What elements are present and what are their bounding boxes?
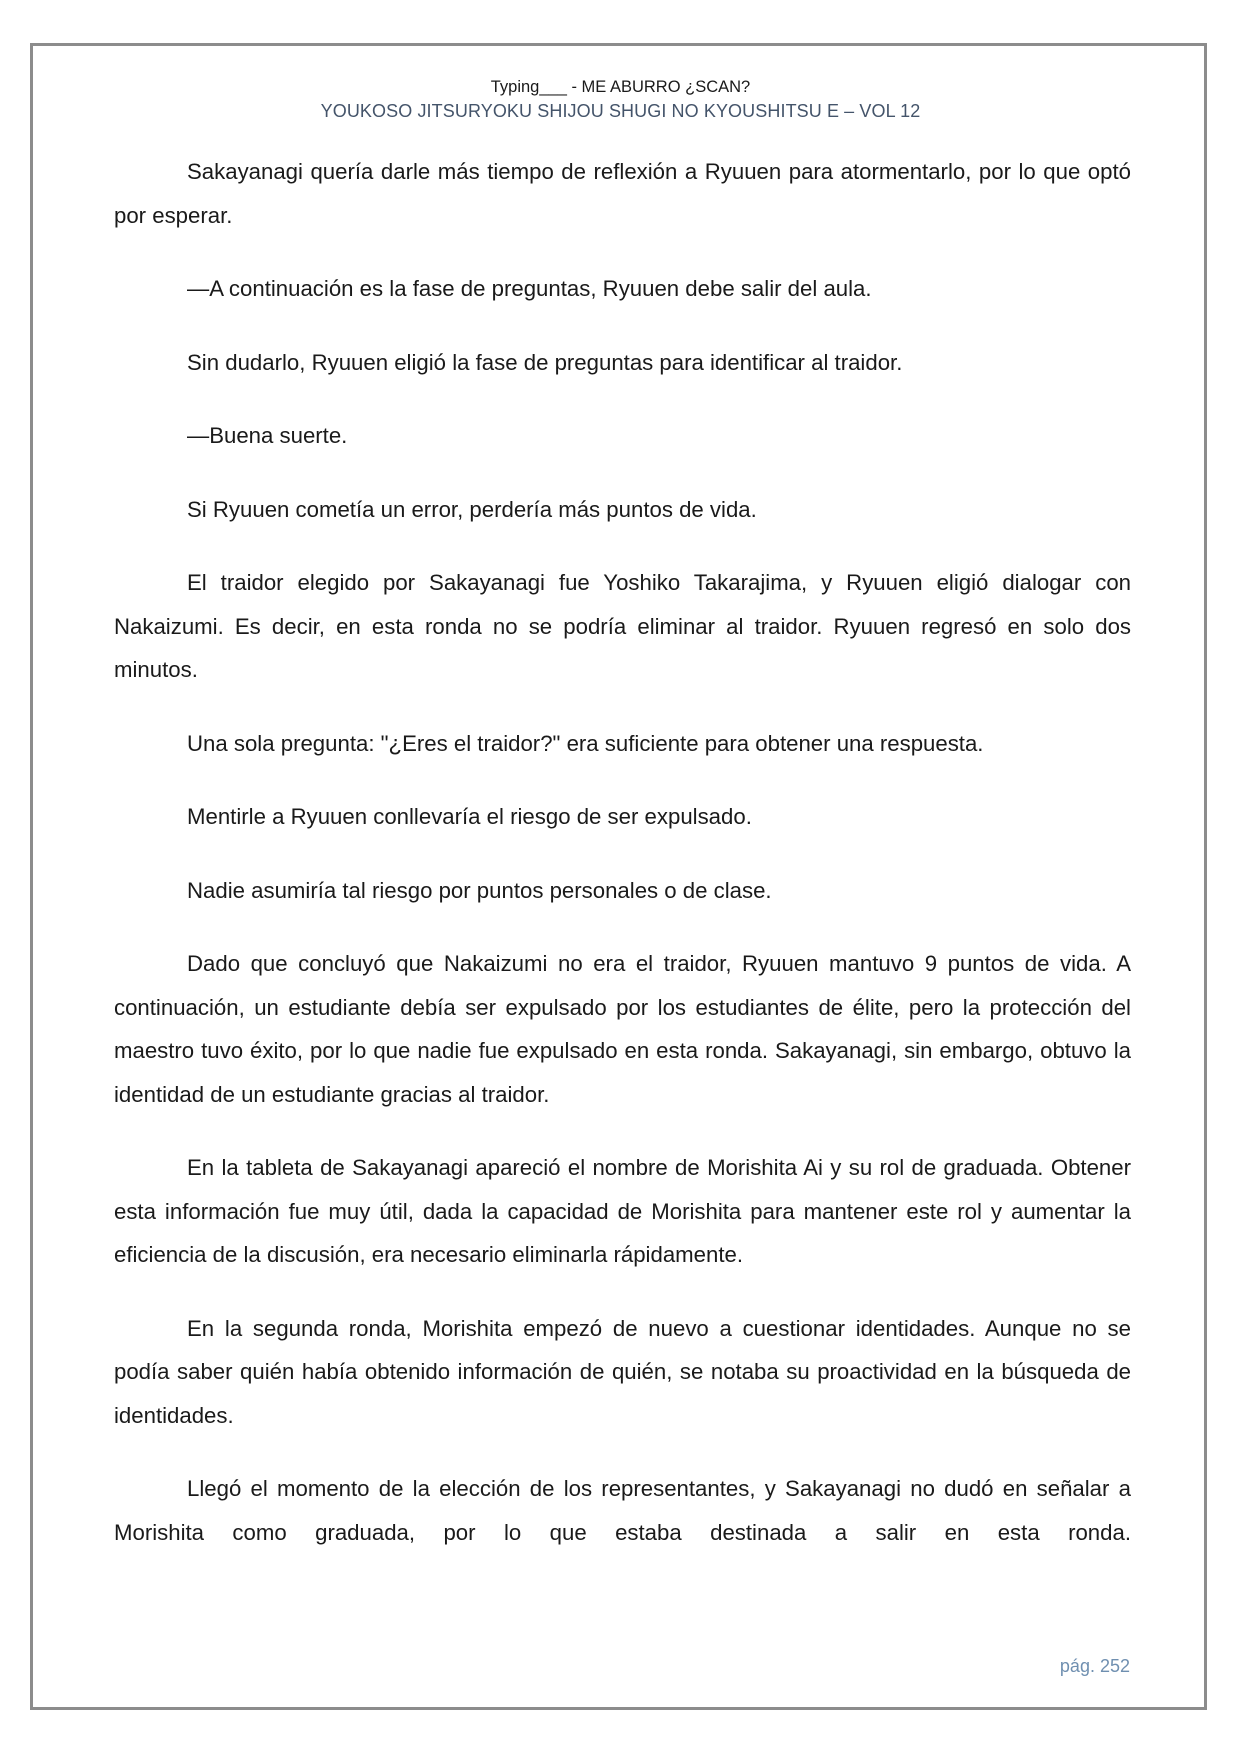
- paragraph: Dado que concluyó que Nakaizumi no era el traidor, Ryuuen mantuvo 9 puntos de vida. A continuación, un estudiante debía ser expulsado por los estudiantes de élite, pero la protección del maestro tuvo éxito, por lo que nadie fue expulsado en esta ronda. Sakayanagi, sin embargo, obtuvo la identidad de un estudiante gracias al traidor.: [114, 951, 1131, 1107]
- paragraph: El traidor elegido por Sakayanagi fue Yoshiko Takarajima, y Ryuuen eligió dialogar con Nakaizumi. Es decir, en esta ronda no se podría eliminar al traidor. Ryuuen regresó en solo dos minutos.: [114, 570, 1131, 682]
- paragraph: Llegó el momento de la elección de los representantes, y Sakayanagi no dudó en señalar a Morishita como graduada, por lo que estaba destinada a salir en esta ronda.: [114, 1476, 1131, 1545]
- paragraph: —A continuación es la fase de preguntas, Ryuuen debe salir del aula.: [187, 276, 872, 301]
- paragraph: Una sola pregunta: "¿Eres el traidor?" era suficiente para obtener una respuesta.: [187, 730, 984, 756]
- paragraph: Sin dudarlo, Ryuuen eligió la fase de preguntas para identificar al traidor.: [187, 349, 903, 375]
- page-header: [0, 76, 1241, 124]
- paragraph: Mentirle a Ryuuen conllevaría el riesgo de ser expulsado.: [187, 804, 752, 829]
- paragraph: —Buena suerte.: [187, 423, 348, 448]
- paragraph: En la segunda ronda, Morishita empezó de nuevo a cuestionar identidades. Aunque no se podía saber quién había obtenido información de quién, se notaba su proactividad en la búsqueda de identidades.: [114, 1315, 1131, 1428]
- header-scan-credit: Typing___ - ME ABURRO ¿SCAN?: [490, 78, 751, 96]
- page-number: pág. 252: [1059, 1656, 1130, 1676]
- header-book-title: YOUKOSO JITSURYOKU SHIJOU SHUGI NO KYOUSHITSU E – VOL 12: [320, 101, 921, 121]
- paragraph: En la tableta de Sakayanagi apareció el nombre de Morishita Ai y su rol de graduada. Obtener esta información fue muy útil, dada la capacidad de Morishita para mantener este rol y aumentar la eficiencia de la discusión, era necesario eliminarla rápidamente.: [114, 1155, 1131, 1267]
- page-body: [114, 150, 1131, 1584]
- paragraph: Nadie asumiría tal riesgo por puntos personales o de clase.: [187, 877, 772, 903]
- paragraph: Sakayanagi quería darle más tiempo de reflexión a Ryuuen para atormentarlo, por lo que optó por esperar.: [114, 159, 1131, 228]
- paragraph: Si Ryuuen cometía un error, perdería más puntos de vida.: [187, 496, 757, 522]
